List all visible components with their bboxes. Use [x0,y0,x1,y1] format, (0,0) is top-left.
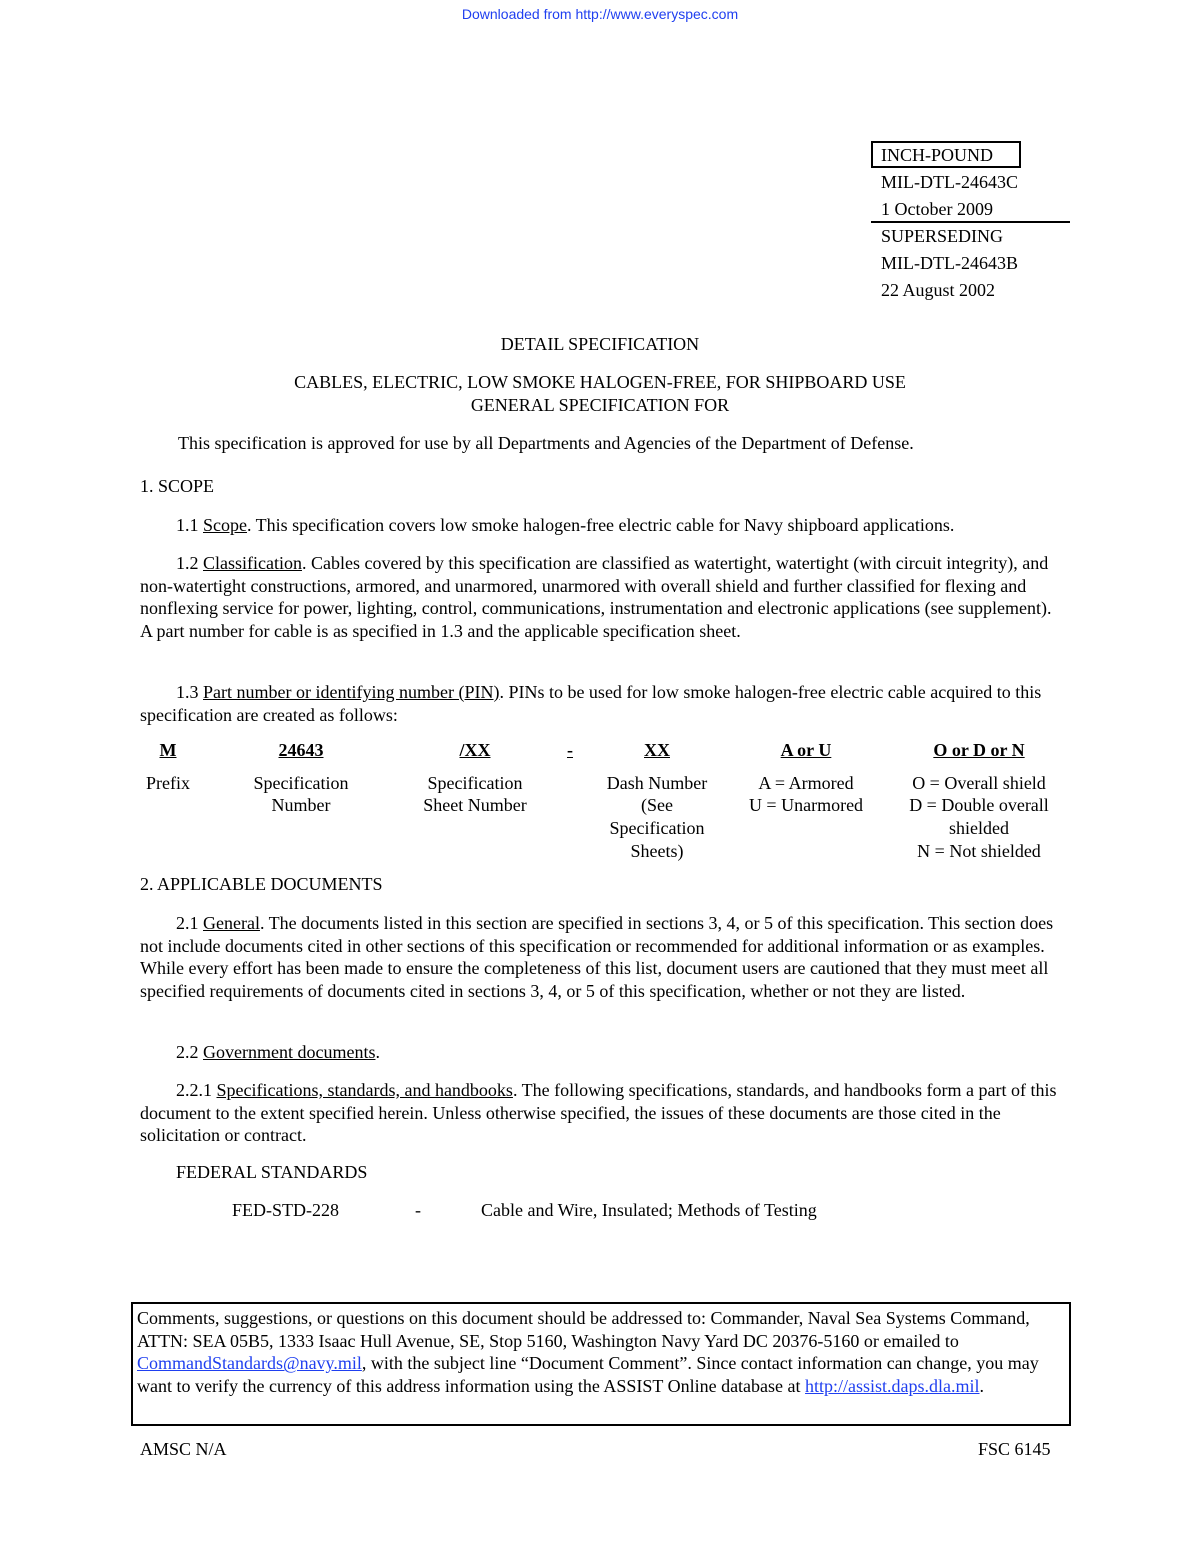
pin-column-head: 24643 [278,740,324,760]
document-date: 1 October 2009 [881,199,993,219]
paragraph-title: Government documents [203,1042,376,1062]
spec-title-line1: CABLES, ELECTRIC, LOW SMOKE HALOGEN-FREE, FOR SHIPBOARD USE [294,372,906,392]
paragraph-number: 2.1 [176,913,203,933]
amsc-label: AMSC N/A [140,1439,227,1459]
inch-pound-label: INCH-POUND [871,141,1021,168]
fsc-label: FSC 6145 [978,1439,1051,1459]
comment-text-part: Comments, suggestions, or questions on this document should be addressed to: Commander, Naval Sea Systems Command, ATTN: SEA 05B5, 1333 Isaac Hull Avenue, SE, Stop 5160, Washington Navy Yard DC 20376-5160 or emailed to [137,1308,1030,1351]
paragraph-number: 1.3 [176,682,203,702]
paragraph-number: 2.2 [176,1042,203,1062]
pin-column-prefix [128,739,208,794]
pin-column-desc: Sheets) [630,840,684,861]
comment-box-text [137,1307,1062,1398]
comment-text-part: . [979,1376,985,1397]
paragraph-title: General [203,913,260,933]
pin-column-desc: O = Overall shield [912,772,1046,793]
pin-column-desc: U = Unarmored [748,795,864,816]
approval-statement: This specification is approved for use by all Departments and Agencies of the Department of Defense. [178,433,914,453]
pin-column-shield [893,739,1065,863]
pin-column-desc: (See [641,795,673,816]
spec-title-line2: GENERAL SPECIFICATION FOR [470,395,730,415]
pin-column-desc: N = Not shielded [917,840,1041,861]
pin-column-armor [736,739,876,817]
pin-column-dash [555,739,585,762]
pin-column-desc: Specification [609,818,705,839]
pin-column-head: A or U [780,740,832,760]
header-divider [871,221,1070,223]
pin-column-desc: A = Armored [758,772,854,793]
paragraph-number: 1.1 [176,515,203,535]
paragraph-2-1 [140,912,1060,1003]
pin-column-head: - [567,740,573,760]
pin-column-head: XX [644,740,670,760]
paragraph-1-1 [140,514,1060,537]
pin-column-desc: D = Double overall [909,795,1049,816]
paragraph-text: . The documents listed in this section are specified in sections 3, 4, or 5 of this specification. This section does not include documents cited in other sections of this specification or recommended for additional information or as examples. While every effort has been made to ensure the completeness of this list, document users are cautioned that they must meet all specified requirements of documents cited in sections 3, 4, or 5 of this specification, whether or not they are listed. [140,913,1054,1002]
pin-column-desc: Prefix [146,772,190,793]
spec-type-title: DETAIL SPECIFICATION [500,334,700,354]
pin-column-desc: Sheet Number [423,795,527,816]
pin-column-head: M [159,740,177,760]
superseded-document-id: MIL-DTL-24643B [881,253,1018,273]
pin-column-desc: Specification [253,772,349,793]
pin-column-desc: Specification [427,772,523,793]
assist-url-link[interactable]: http://assist.daps.dla.mil [805,1376,980,1397]
paragraph-text: . The following specifications, standards, and handbooks form a part of this document to the extent specified herein. Unless otherwise specified, the issues of these documents are those cited in the solicitation or contract. [140,1080,1057,1146]
paragraph-title: Specifications, standards, and handbooks [216,1080,513,1100]
paragraph-number: 1.2 [176,553,203,573]
paragraph-text: . [375,1042,380,1062]
federal-standards-heading: FEDERAL STANDARDS [176,1162,368,1182]
comment-text-part: , with the subject line “Document Comment”. Since contact information can change, you may want to verify the currency of this address information using the ASSIST Online database at [137,1353,1039,1397]
pin-column-dash-number [587,739,727,863]
pin-column-desc: Number [271,795,331,816]
paragraph-1-2 [140,552,1060,643]
pin-column-sheet-number [400,739,550,817]
section-1-heading: 1. SCOPE [140,476,215,496]
paragraph-2-2-1 [140,1079,1060,1147]
download-banner[interactable]: Downloaded from http://www.everyspec.com [461,6,739,22]
fed-std-title: Cable and Wire, Insulated; Methods of Testing [481,1200,817,1220]
paragraph-text: . Cables covered by this specification are classified as watertight, watertight (with circuit integrity), and non-watertight constructions, armored, and unarmored, unarmored with overall shield and further classified for flexing and nonflexing service for power, lighting, control, communications, instrumentation and electronic applications (see supplement). A part number for cable is as specified in 1.3 and the applicable specification sheet. [140,553,1052,642]
email-link[interactable]: CommandStandards@navy.mil [137,1353,362,1374]
paragraph-1-3 [140,681,1060,726]
pin-column-desc: shielded [949,818,1009,839]
superseded-document-date: 22 August 2002 [881,280,996,300]
fed-std-id: FED-STD-228 [232,1200,339,1220]
paragraph-text: . PINs to be used for low smoke halogen-free electric cable acquired to this specification are created as follows: [140,682,1042,725]
paragraph-text: . This specification covers low smoke halogen-free electric cable for Navy shipboard applications. [247,515,955,535]
paragraph-title: Scope [203,515,247,535]
paragraph-2-2 [140,1041,1060,1064]
pin-column-desc: Dash Number [606,772,708,793]
paragraph-number: 2.2.1 [176,1080,217,1100]
superseding-label: SUPERSEDING [881,226,1004,246]
pin-column-spec-number [230,739,372,817]
section-2-heading: 2. APPLICABLE DOCUMENTS [140,874,383,894]
paragraph-title: Classification [203,553,302,573]
document-id: MIL-DTL-24643C [881,172,1018,192]
paragraph-title: Part number or identifying number (PIN) [203,682,500,702]
fed-std-dash: - [415,1200,421,1220]
pin-column-head: O or D or N [933,740,1025,760]
pin-column-head: /XX [459,740,491,760]
